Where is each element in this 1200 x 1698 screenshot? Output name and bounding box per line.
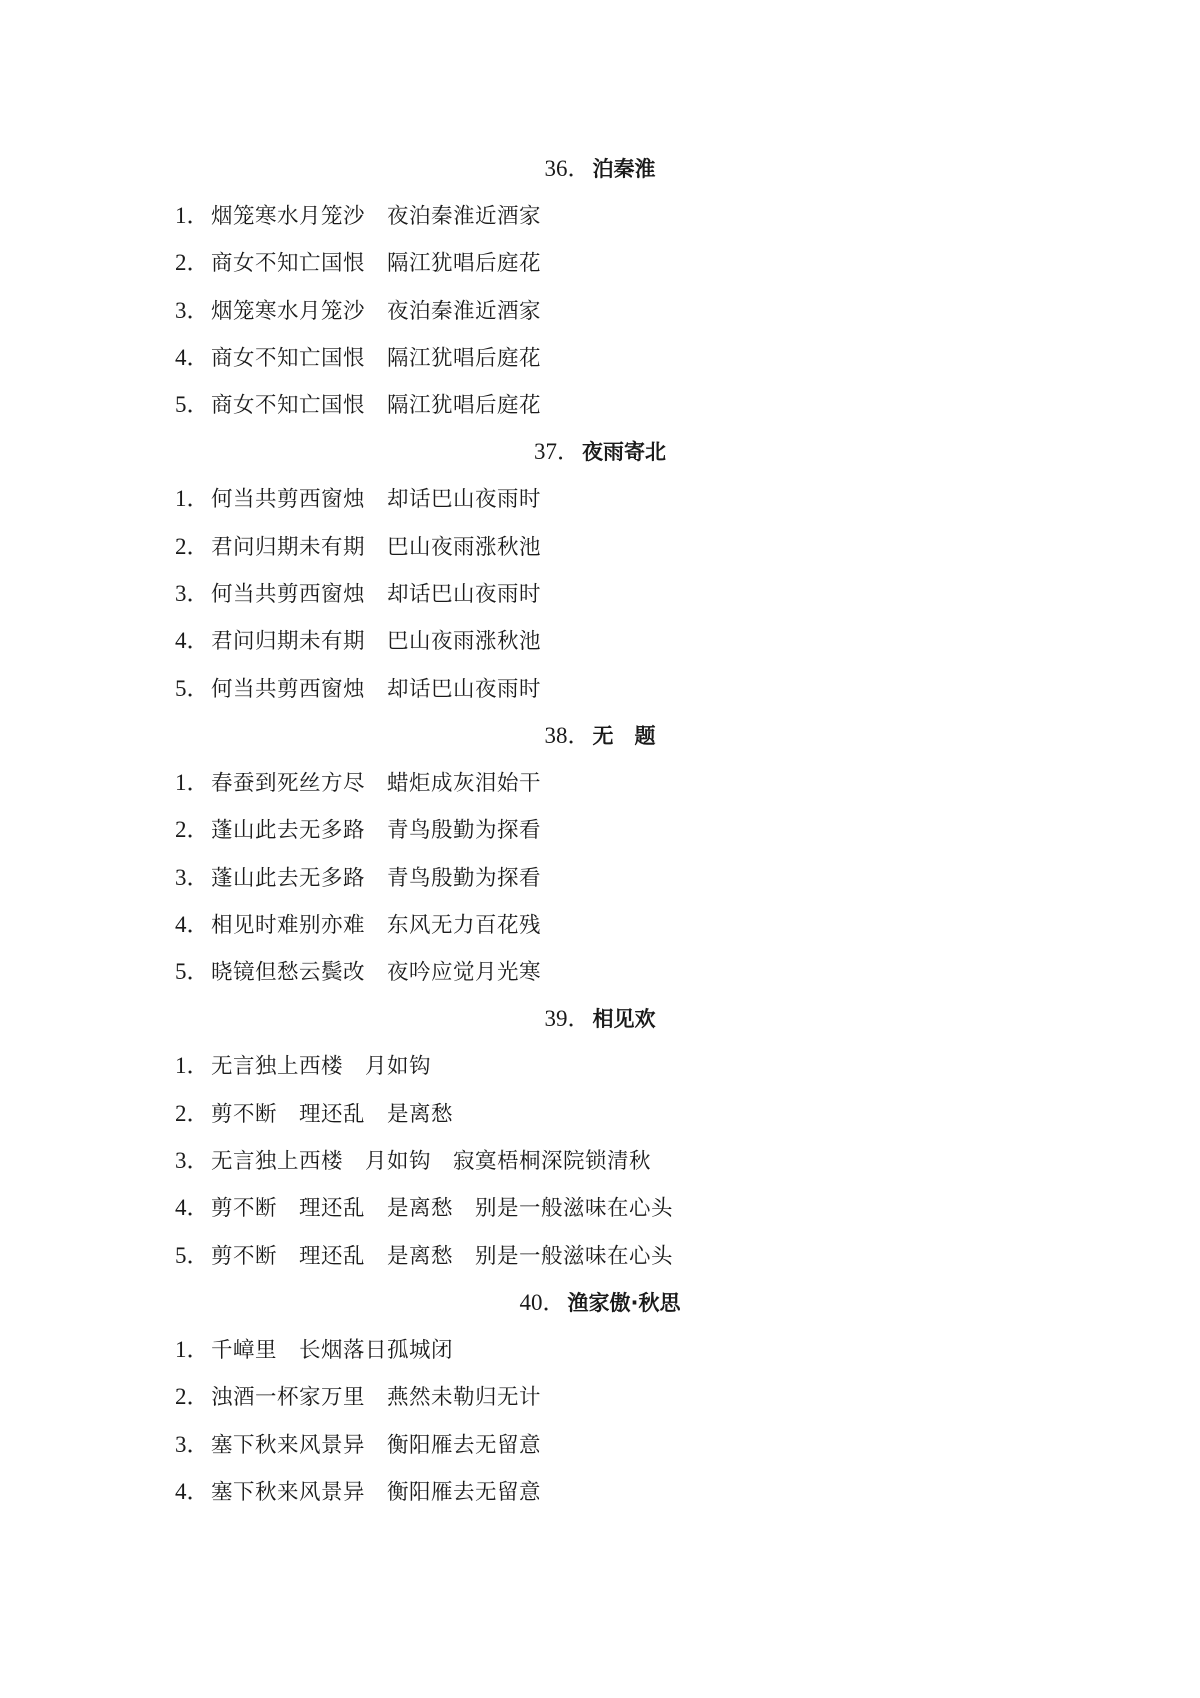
poem-title: 无 题	[592, 723, 656, 748]
line-number: 4．	[175, 1478, 210, 1504]
section-36	[0, 145, 1200, 428]
answer-line	[0, 665, 1200, 712]
answer-line	[0, 1137, 1200, 1184]
line-number: 4．	[175, 628, 210, 654]
section-title	[0, 1279, 1200, 1326]
line-text: 无言独上西楼 月如钩	[211, 1054, 432, 1080]
line-text: 千嶂里 长烟落日孤城闭	[211, 1337, 454, 1363]
answer-line	[0, 570, 1200, 617]
line-number: 1．	[175, 203, 210, 228]
line-number: 2．	[175, 1384, 210, 1410]
line-text: 无言独上西楼 月如钩 寂寞梧桐深院锁清秋	[211, 1149, 652, 1175]
line-text: 塞下秋来风景异 衡阳雁去无留意	[211, 1479, 542, 1505]
answer-line	[0, 192, 1200, 239]
section-39	[0, 995, 1200, 1278]
line-text: 晓镜但愁云鬓改 夜吟应觉月光寒	[211, 960, 542, 986]
line-text: 剪不断 理还乱 是离愁	[211, 1101, 454, 1127]
line-number: 2．	[175, 250, 210, 276]
section-number: 36．	[544, 156, 591, 181]
poem-title: 夜雨寄北	[582, 440, 666, 465]
line-number: 3．	[175, 1148, 210, 1174]
line-text: 商女不知亡国恨 隔江犹唱后庭花	[211, 393, 542, 419]
line-text: 浊酒一杯家万里 燕然未勒归无计	[211, 1385, 542, 1411]
section-40	[0, 1279, 1200, 1515]
answer-line	[0, 475, 1200, 522]
line-text: 蓬山此去无多路 青鸟殷勤为探看	[211, 818, 542, 844]
section-number: 39．	[544, 1006, 591, 1032]
line-number: 5．	[175, 1242, 210, 1268]
answer-line	[0, 1421, 1200, 1468]
answer-line	[0, 1373, 1200, 1420]
line-text: 剪不断 理还乱 是离愁 别是一般滋味在心头	[211, 1196, 674, 1222]
answer-line	[0, 1232, 1200, 1279]
answer-line	[0, 1468, 1200, 1515]
answer-line	[0, 381, 1200, 428]
section-37	[0, 428, 1200, 711]
line-number: 1．	[175, 1053, 210, 1079]
line-text: 何当共剪西窗烛 却话巴山夜雨时	[211, 582, 542, 608]
poem-title: 渔家傲·秋思	[567, 1290, 681, 1315]
answer-line	[0, 1090, 1200, 1137]
answer-line	[0, 854, 1200, 901]
line-number: 4．	[175, 344, 210, 370]
answer-line	[0, 287, 1200, 334]
answer-line	[0, 1184, 1200, 1231]
line-number: 2．	[175, 533, 210, 559]
line-text: 何当共剪西窗烛 却话巴山夜雨时	[211, 487, 542, 513]
line-text: 君问归期未有期 巴山夜雨涨秋池	[211, 629, 542, 655]
line-text: 剪不断 理还乱 是离愁 别是一般滋味在心头	[211, 1243, 674, 1269]
line-text: 蓬山此去无多路 青鸟殷勤为探看	[211, 865, 542, 891]
line-number: 5．	[175, 959, 210, 985]
line-text: 春蚕到死丝方尽 蜡炬成灰泪始干	[211, 770, 542, 796]
section-title	[0, 428, 1200, 475]
line-text: 何当共剪西窗烛 却话巴山夜雨时	[211, 676, 542, 702]
poem-title: 泊秦淮	[592, 157, 656, 181]
section-number: 38．	[544, 722, 591, 748]
answer-line	[0, 948, 1200, 995]
answer-line	[0, 239, 1200, 286]
section-title	[0, 995, 1200, 1042]
line-number: 5．	[175, 675, 210, 701]
answer-line	[0, 901, 1200, 948]
answer-line	[0, 1326, 1200, 1373]
line-number: 2．	[175, 1100, 210, 1126]
line-number: 3．	[175, 297, 210, 323]
line-number: 3．	[175, 864, 210, 890]
line-number: 4．	[175, 1195, 210, 1221]
answer-line	[0, 759, 1200, 806]
section-title	[0, 145, 1200, 192]
section-number: 40．	[519, 1289, 566, 1315]
answer-document	[0, 145, 1200, 1515]
line-number: 3．	[175, 1431, 210, 1457]
section-38	[0, 712, 1200, 995]
section-title	[0, 712, 1200, 759]
line-number: 3．	[175, 581, 210, 607]
poem-title: 相见欢	[592, 1007, 656, 1032]
answer-line	[0, 806, 1200, 853]
answer-line	[0, 1042, 1200, 1089]
line-text: 烟笼寒水月笼沙 夜泊秦淮近酒家	[211, 204, 542, 229]
line-number: 1．	[175, 486, 210, 512]
line-number: 2．	[175, 817, 210, 843]
line-text: 烟笼寒水月笼沙 夜泊秦淮近酒家	[211, 298, 542, 324]
line-text: 商女不知亡国恨 隔江犹唱后庭花	[211, 345, 542, 371]
section-number: 37．	[534, 439, 580, 465]
line-number: 1．	[175, 769, 210, 795]
line-text: 君问归期未有期 巴山夜雨涨秋池	[211, 534, 542, 560]
line-number: 1．	[175, 1336, 210, 1362]
answer-line	[0, 523, 1200, 570]
line-number: 5．	[175, 392, 210, 418]
line-text: 相见时难别亦难 东风无力百花残	[211, 912, 542, 938]
line-text: 商女不知亡国恨 隔江犹唱后庭花	[211, 251, 542, 277]
line-text: 塞下秋来风景异 衡阳雁去无留意	[211, 1432, 542, 1458]
line-number: 4．	[175, 911, 210, 937]
answer-line	[0, 617, 1200, 664]
answer-line	[0, 334, 1200, 381]
